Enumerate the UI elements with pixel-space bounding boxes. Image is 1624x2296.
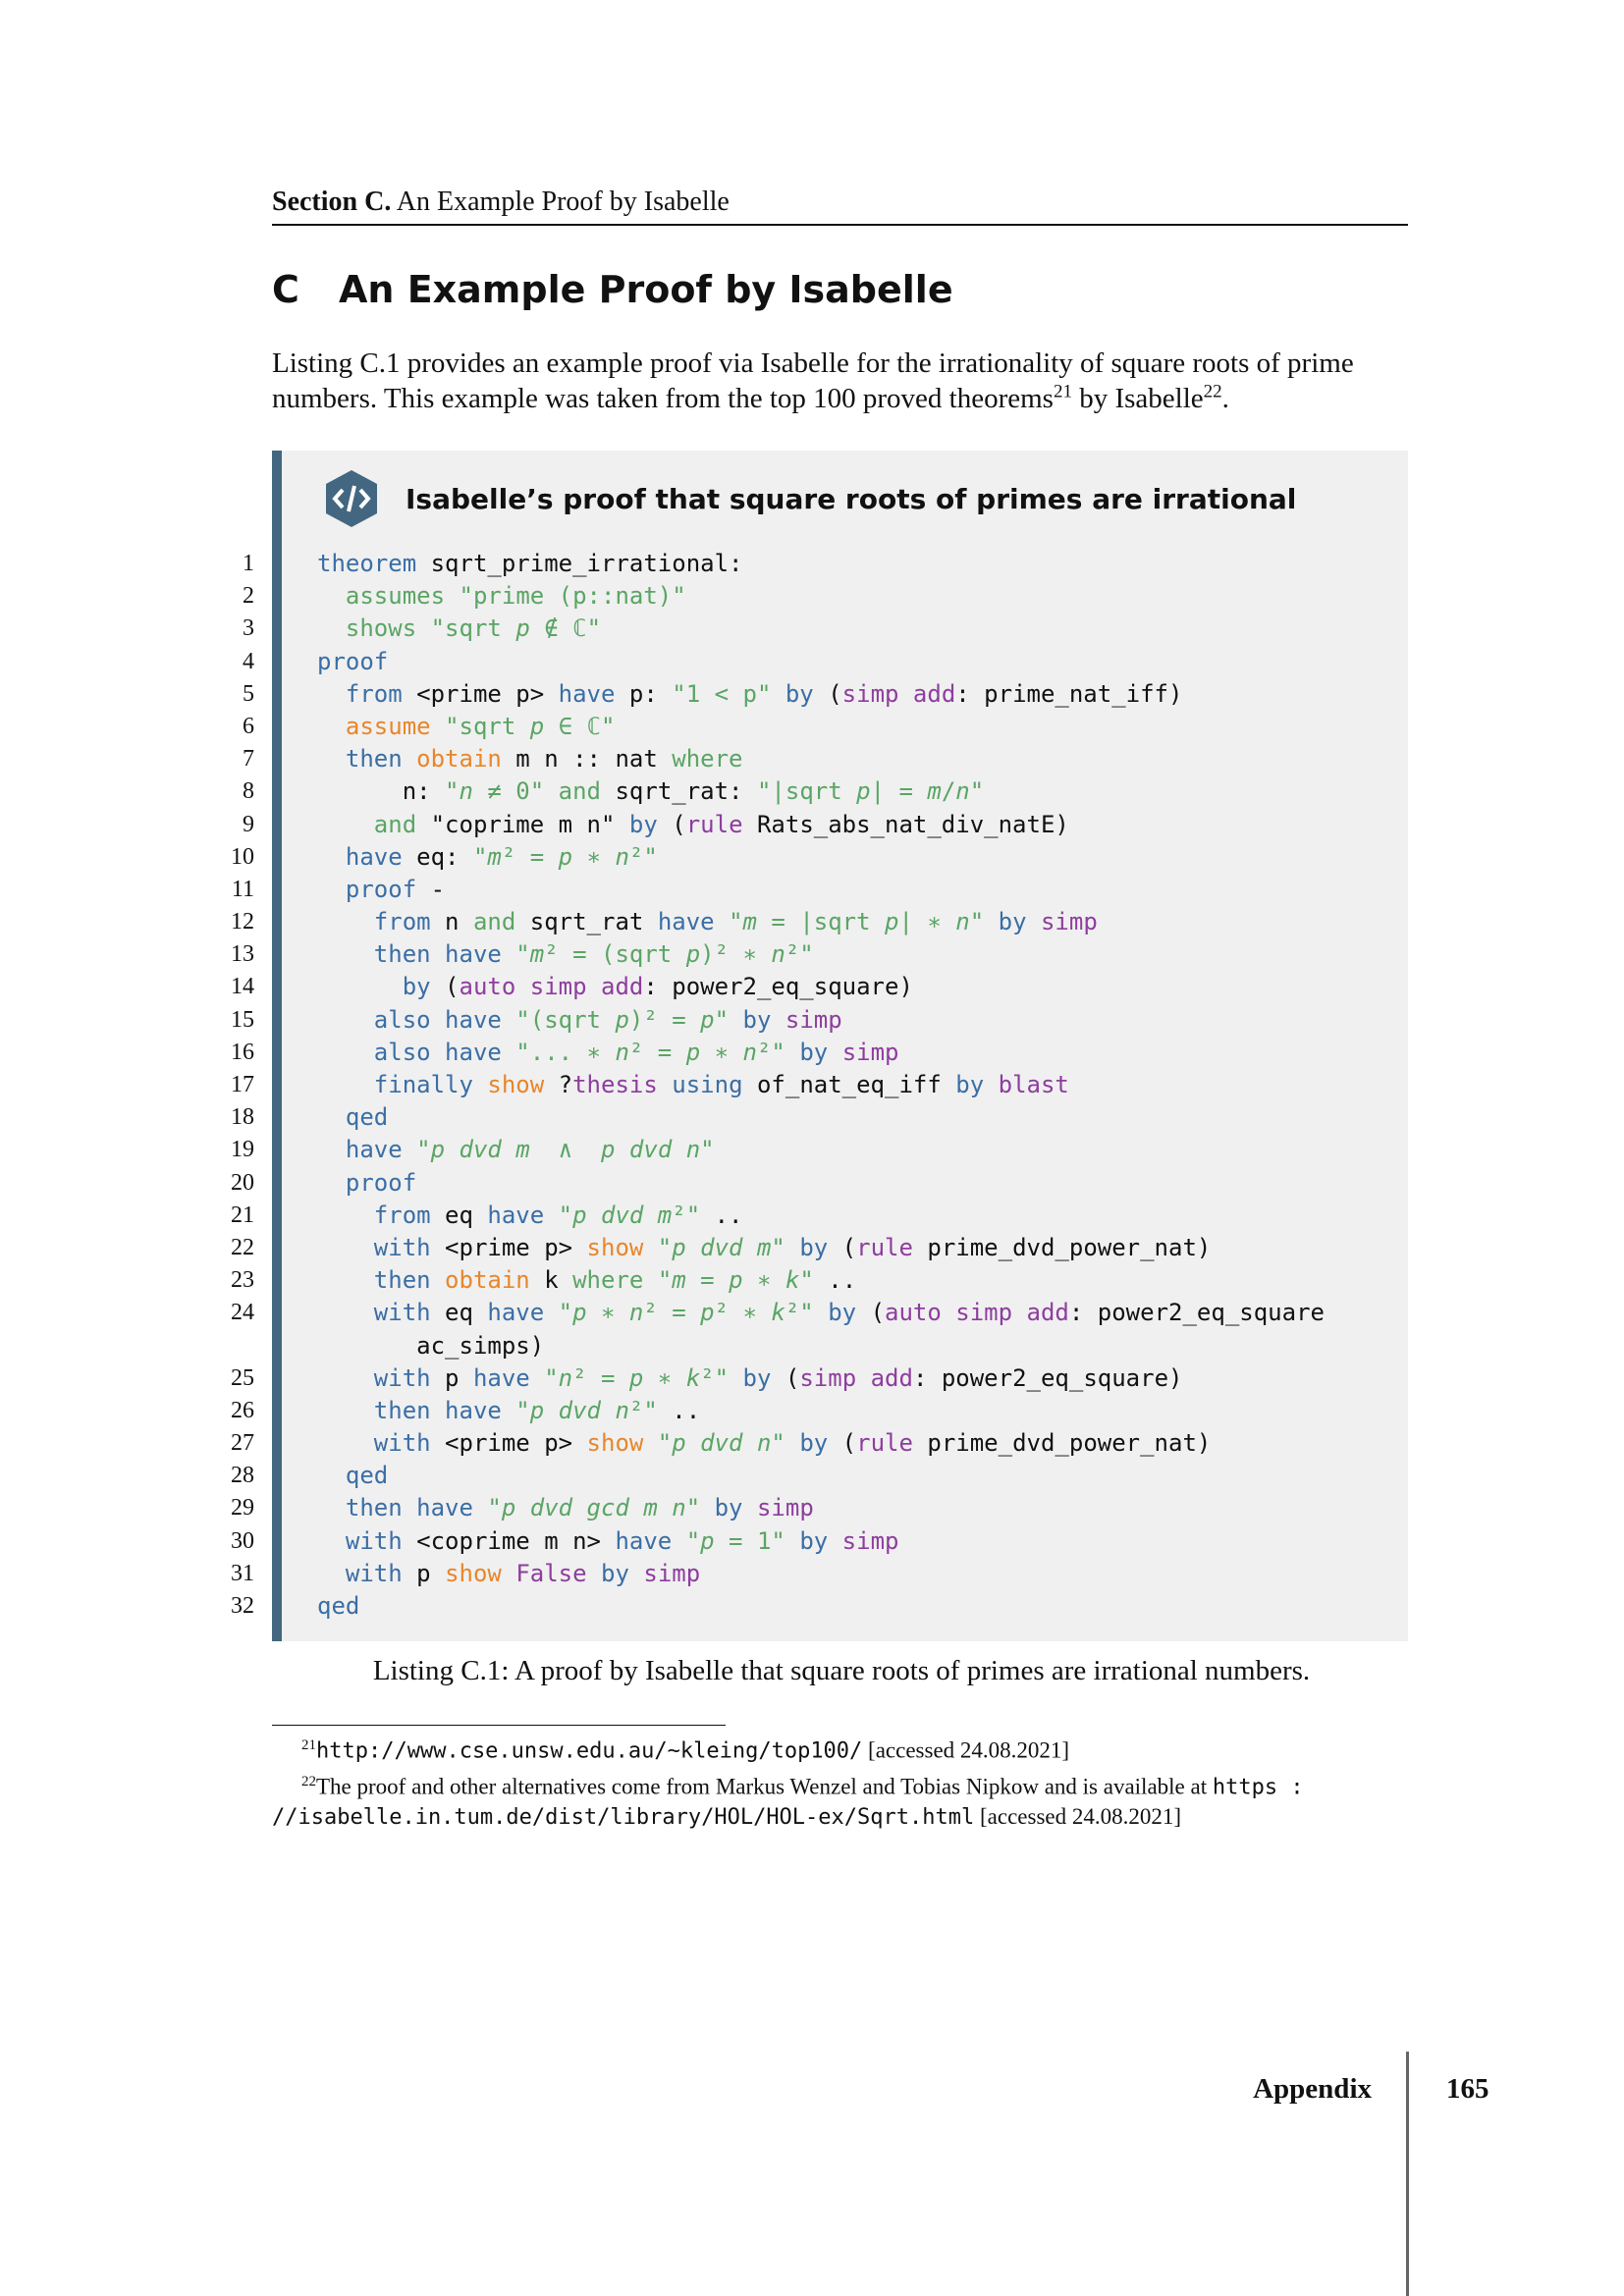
code-listing: Isabelle’s proof that square roots of primes are irrational 1 theorem sqrt_prime_irrational: 2 assumes "prime (p::nat)" 3 shows "sqrt p ∉ ℂ" 4 proof 5 from <prime p> have p: "1 < p" by (simp add: prime_nat_iff) 6 assume "sqrt p ∈ ℂ" 7 then obtain m n :: nat where 8 n: "n ≠ 0" and sqrt_rat: "|sqrt p| = m/n" 9 and "coprime m n" by (rule Rats_abs_nat_div_natE) 10 have eq: "m² = p ∗ n²" 11 proof - 12 from n and sqrt_rat have "m = |sqrt p| ∗ n" by simp 13 then have "m² = (sqrt p)² ∗ n²" 14 by (auto simp add: power2_eq_square) 15 also have "(sqrt p)² = p" by simp 16 also have "... ∗ n² = p ∗ n²" by simp 17 finally show ?thesis using of_nat_eq_iff by blast 18 qed 19 have "p dvd m ∧ p dvd n" 20 proof 21 from eq have "p dvd m²" .. 22 with <prime p> show "p dvd m" by (rule prime_dvd_power_nat) 23 then obtain k where "m = p ∗ k" .. 24 with eq have "p ∗ n² = p² ∗ k²" by (auto simp add: power2_eq_square ac_simps) 25 with p have "n² = p ∗ k²" by (simp add: power2_eq_square) 26 then have "p dvd n²" .. 27 with <prime p> show "p dvd n" by (rule prime_dvd_power_nat) 28 qed 29 then have "p dvd gcd m n" by simp 30 with <coprime m n> have "p = 1" by simp 31 with p show False by simp 32 qed [272,451,1408,1641]
line-number: 3 [243,615,254,642]
line-number: 30 [231,1527,254,1554]
listing-title: Isabelle’s proof that square roots of primes are irrational [406,482,1297,515]
line-number: 4 [243,648,254,674]
footnote-link[interactable]: http://www.cse.unsw.edu.au/~kleing/top100/ [316,1738,863,1764]
header-section-label: Section C. [272,187,392,217]
line-number: 18 [231,1104,254,1131]
footnotes [272,1731,1411,1833]
line-number: 14 [231,974,254,1000]
intro-paragraph [272,346,1411,416]
line-number: 12 [231,909,254,935]
line-number: 31 [231,1560,254,1586]
line-number: 6 [243,713,254,739]
line-number: 10 [231,843,254,870]
listing-caption: Listing C.1: A proof by Isabelle that square roots of primes are irrational numbers. [372,1655,1311,1686]
line-number: 20 [231,1169,254,1196]
footnote-divider [272,1725,726,1726]
line-number: 9 [243,811,254,837]
footnote-note: [accessed 24.08.2021] [862,1737,1070,1763]
code-icon [323,468,380,529]
footnote-mark: 21 [301,1737,316,1753]
line-number: 24 [231,1300,254,1326]
line-number: 29 [231,1495,254,1522]
footnote-note: [accessed 24.08.2021] [974,1804,1182,1830]
line-number: 13 [231,941,254,968]
section-title: An Example Proof by Isabelle [339,268,953,311]
line-number: 7 [243,746,254,773]
line-number: 11 [231,876,254,902]
line-number: 17 [231,1072,254,1097]
footnote-link[interactable]: https : [1212,1775,1304,1800]
footnote-ref-22[interactable]: 22 [1203,381,1222,402]
footnote-text: The proof and other alternatives come from Markus Wenzel and Tobias Nipkow and is available at [316,1774,1213,1799]
line-number: 23 [231,1267,254,1294]
section-number: C [272,268,299,311]
line-number: 32 [231,1593,254,1619]
line-number: 19 [231,1137,254,1163]
footnote-mark: 22 [301,1773,316,1789]
intro-text-3: . [1221,383,1229,414]
line-number: 22 [231,1234,254,1260]
header-section-title: An Example Proof by Isabelle [396,187,730,217]
footnote-22 [272,1767,1411,1834]
line-number: 25 [231,1364,254,1391]
line-number: 5 [243,680,254,707]
line-number: 8 [243,778,254,805]
listing-header [323,468,1296,529]
line-number: 16 [231,1039,254,1065]
section-heading [272,267,953,312]
footnote-link-continued[interactable]: //isabelle.in.tum.de/dist/library/HOL/HOL-ex/Sqrt.html [272,1805,975,1831]
line-number: 15 [231,1006,254,1033]
line-number: 26 [231,1397,254,1423]
intro-text-2: by Isabelle [1071,383,1204,414]
running-header [272,187,1408,226]
line-number: 2 [243,583,254,610]
footnote-ref-21[interactable]: 21 [1053,381,1072,402]
footer-divider [1406,2052,1409,2296]
intro-text-1: Listing C.1 provides an example proof via Isabelle for the irrationality of square roots of prime numbers. This example was taken from the top 100 proved theorems [272,347,1354,414]
line-number: 28 [231,1463,254,1489]
page-number: 165 [1446,2073,1489,2105]
line-number: 27 [231,1430,254,1457]
footer-label: Appendix [1253,2073,1372,2105]
footnote-21 [272,1731,1411,1767]
line-number: 21 [231,1201,254,1228]
line-number: 1 [243,551,254,576]
